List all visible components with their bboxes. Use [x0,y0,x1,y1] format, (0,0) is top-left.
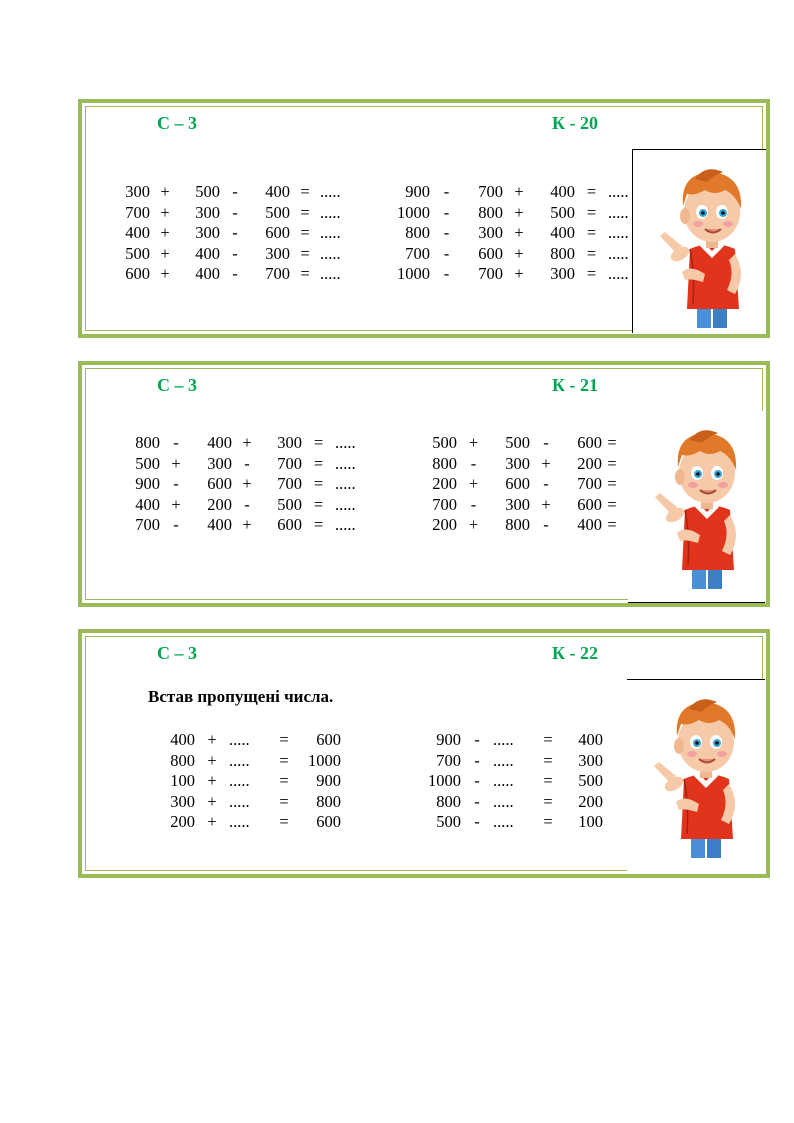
answer-blank: ..... [335,433,356,452]
operator: + [242,474,252,494]
boy-cartoon-icon [635,154,765,329]
operator: - [474,750,480,770]
number: 200 [170,812,195,832]
number: 600 [125,264,150,284]
equation-row [390,264,648,285]
operator: - [173,474,179,494]
operator: = [543,812,553,832]
operator: + [207,730,217,749]
equation-row [421,812,603,833]
operator: + [171,453,181,473]
number: 400 [577,515,602,535]
operator: = [279,730,289,749]
operator: = [607,474,617,494]
equation-row [421,730,603,751]
operator: + [514,223,524,243]
number: 800 [478,202,503,222]
operator: - [543,474,549,494]
number: 700 [432,494,457,514]
boy-illustration [632,149,766,333]
exercise-card-3 [78,629,770,878]
operator: = [607,515,617,535]
answer-blank: ..... [229,812,250,832]
operator: - [543,515,549,535]
operator: + [514,264,524,284]
equation-row [165,751,341,772]
equation-row [421,792,603,813]
operator: = [279,750,289,770]
equation-row [421,771,603,792]
boy-cartoon-icon [629,684,759,859]
number: 400 [195,243,220,263]
answer-blank: ..... [335,494,356,514]
equations-right [421,730,603,833]
equation-row [120,203,360,224]
number: 600 [505,474,530,494]
operator: = [300,223,310,243]
operator: = [543,730,553,749]
operator: = [300,243,310,263]
operator: = [586,223,597,243]
answer-blank: ..... [608,202,629,222]
number: 700 [265,264,290,284]
number: 700 [135,515,160,535]
number: 600 [316,812,341,832]
operator: + [468,433,479,452]
number: 1000 [397,264,430,284]
equation-row [427,454,622,475]
number: 1000 [428,771,461,791]
number: 600 [577,494,602,514]
number: 800 [436,791,461,811]
number: 500 [125,243,150,263]
equation-row [165,771,341,792]
answer-blank: ..... [493,771,514,791]
operator: - [443,223,450,243]
answer-blank: ..... [493,812,514,832]
equation-row [130,454,375,475]
answer-blank: ..... [320,264,341,284]
operator: + [207,791,217,811]
equations-right [427,433,622,536]
operator: + [207,771,217,791]
equation-row [130,474,375,495]
operator: = [279,812,289,832]
number: 200 [207,494,232,514]
operator: + [514,243,524,263]
equation-row [130,433,375,454]
operator: + [160,243,170,263]
number: 500 [436,812,461,832]
equation-row [390,244,648,265]
number: 800 [505,515,530,535]
operator: = [586,243,597,263]
number: 800 [135,433,160,452]
operator: = [586,182,597,201]
operator: = [607,494,617,514]
operator: + [160,223,170,243]
number: 700 [478,182,503,201]
equations-right [390,182,648,285]
answer-blank: ..... [229,730,250,749]
card-number-label: К - 20 [552,113,599,133]
operator: + [160,182,170,201]
number: 800 [550,243,575,263]
operator: = [607,453,617,473]
number: 700 [277,453,302,473]
exercise-card-2 [78,361,770,607]
number: 200 [432,515,457,535]
equations-left [165,730,341,833]
operator: + [242,515,252,535]
equation-row [421,751,603,772]
number: 400 [550,182,575,201]
equation-row [130,515,375,536]
card-level-label: С – 3 [157,375,197,395]
number: 200 [577,453,602,473]
equation-row [165,730,341,751]
number: 700 [577,474,602,494]
operator: + [541,494,551,514]
answer-blank: ..... [608,182,629,201]
answer-blank: ..... [608,223,629,243]
operator: = [586,202,597,222]
equation-row [120,244,360,265]
equation-row [390,203,648,224]
operator: - [173,433,179,452]
number: 500 [135,453,160,473]
equation-row [427,433,622,454]
answer-blank: ..... [608,243,629,263]
number: 1000 [397,202,430,222]
number: 300 [578,750,603,770]
number: 700 [436,750,461,770]
operator: + [160,264,170,284]
answer-blank: ..... [320,243,341,263]
instruction-text: Встав пропущені числа. [148,687,334,706]
operator: = [313,515,324,535]
operator: - [232,264,238,284]
operator: - [443,202,450,222]
number: 600 [478,243,503,263]
number: 600 [265,223,290,243]
answer-blank: ..... [335,515,356,535]
operator: = [313,494,324,514]
operator: - [543,433,549,452]
operator: + [207,812,217,832]
operator: = [543,791,553,811]
operator: + [541,453,551,473]
number: 400 [207,515,232,535]
number: 200 [432,474,457,494]
equation-row [120,264,360,285]
operator: = [313,474,324,494]
equation-row [165,792,341,813]
equation-row [165,812,341,833]
number: 300 [550,264,575,284]
answer-blank: ..... [229,750,250,770]
number: 500 [550,202,575,222]
number: 800 [170,750,195,770]
number: 900 [316,771,341,791]
answer-blank: ..... [320,223,341,243]
equations-left [120,182,360,285]
card-number-label: К - 22 [552,643,599,663]
number: 500 [432,433,457,452]
equation-row [427,515,622,536]
operator: - [474,730,480,749]
equation-row [390,182,648,203]
operator: = [607,433,617,452]
number: 600 [577,433,602,452]
number: 300 [125,182,150,201]
number: 700 [277,474,302,494]
operator: - [232,223,238,243]
operator: = [300,202,310,222]
operator: = [313,433,324,452]
number: 300 [265,243,290,263]
operator: - [470,453,477,473]
number: 900 [436,730,461,749]
number: 800 [316,791,341,811]
card-number-label: К - 21 [552,375,599,395]
number: 700 [125,202,150,222]
number: 400 [125,223,150,243]
card-level-label: С – 3 [157,113,197,133]
operator: - [232,182,238,201]
operator: = [543,771,553,791]
number: 400 [265,182,290,201]
exercise-card-1 [78,99,770,338]
number: 900 [135,474,160,494]
answer-blank: ..... [493,730,514,749]
answer-blank: ..... [320,202,341,222]
operator: - [443,182,450,201]
answer-blank: ..... [229,791,250,811]
operator: = [586,264,597,284]
equation-row [120,182,360,203]
operator: + [242,433,252,452]
number: 400 [578,730,603,749]
operator: - [244,453,250,473]
number: 900 [405,182,430,201]
operator: - [443,264,450,284]
answer-blank: ..... [608,264,629,284]
number: 700 [478,264,503,284]
card-level-label: С – 3 [157,643,197,663]
operator: - [232,202,238,222]
operator: - [474,771,480,791]
operator: + [160,202,170,222]
equation-row [120,223,360,244]
boy-illustration [628,411,765,603]
number: 800 [432,453,457,473]
answer-blank: ..... [335,453,356,473]
number: 500 [265,202,290,222]
number: 300 [478,223,503,243]
operator: = [300,264,310,284]
number: 300 [505,494,530,514]
boy-illustration [627,679,765,874]
number: 700 [405,243,430,263]
equation-row [427,495,622,516]
number: 300 [505,453,530,473]
operator: - [470,494,477,514]
equation-row [427,474,622,495]
operator: + [207,750,217,770]
operator: - [232,243,238,263]
operator: + [514,182,524,201]
operator: - [244,494,250,514]
operator: = [300,182,310,201]
operator: = [543,750,553,770]
boy-cartoon-icon [630,415,760,590]
number: 300 [207,453,232,473]
number: 500 [505,433,530,452]
answer-blank: ..... [320,182,341,201]
number: 400 [195,264,220,284]
number: 100 [578,812,603,832]
number: 500 [578,771,603,791]
number: 1000 [308,750,341,770]
number: 400 [207,433,232,452]
operator: = [279,771,289,791]
operator: - [474,791,480,811]
number: 600 [316,730,341,749]
answer-blank: ..... [493,791,514,811]
operator: = [279,791,289,811]
number: 400 [170,730,195,749]
number: 200 [578,791,603,811]
operator: = [313,453,324,473]
operator: + [514,202,524,222]
number: 300 [277,433,302,452]
answer-blank: ..... [493,750,514,770]
number: 500 [277,494,302,514]
number: 100 [170,771,195,791]
number: 300 [195,202,220,222]
equations-left [130,433,375,536]
answer-blank: ..... [335,474,356,494]
number: 300 [170,791,195,811]
number: 800 [405,223,430,243]
number: 400 [550,223,575,243]
equation-row [130,495,375,516]
number: 300 [195,223,220,243]
number: 600 [207,474,232,494]
operator: - [474,812,480,832]
answer-blank: ..... [229,771,250,791]
operator: + [171,494,181,514]
equation-row [390,223,648,244]
number: 600 [277,515,302,535]
operator: + [468,515,479,535]
operator: + [468,474,479,494]
operator: - [443,243,450,263]
number: 400 [135,494,160,514]
number: 500 [195,182,220,201]
operator: - [173,515,179,535]
